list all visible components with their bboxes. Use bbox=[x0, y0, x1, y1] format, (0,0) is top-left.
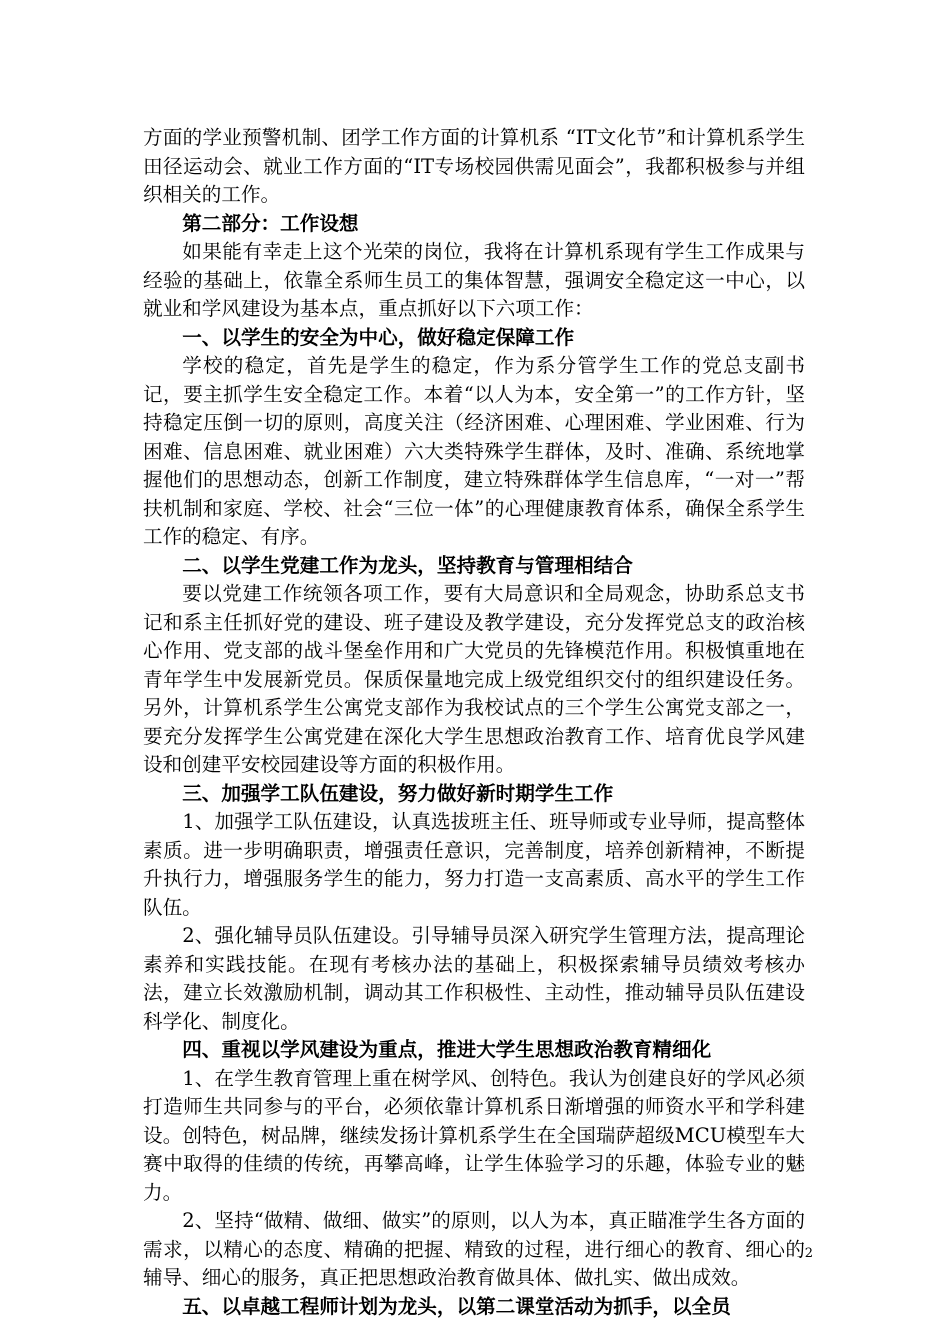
section-heading: 一、以学生的安全为中心，做好稳定保障工作 bbox=[182, 325, 575, 349]
section-heading: 四、重视以学风建设为重点，推进大学生思想政治教育精细化 bbox=[182, 1038, 712, 1061]
body-paragraph: 2、坚持“做精、做细、做实”的原则，以人为本，真正瞄准学生各方面的需求，以精心的态度、精确的把握、精致的过程，进行细心的教育、细心的辅导、细心的服务，真正把思想政治教育做具体、做扎实、做出成效。 bbox=[143, 1209, 805, 1289]
body-paragraph: 1、在学生教育管理上重在树学风、创特色。我认为创建良好的学风必须打造师生共同参与的平台，必须依靠计算机系日渐增强的师资水平和学科建设。创特色，树品牌，继续发扬计算机系学生在全国瑞萨超级MCU模型车大赛中取得的佳绩的传统，再攀高峰，让学生体验学习的乐趣，体验专业的魅力。 bbox=[143, 1066, 805, 1204]
section-heading: 三、加强学工队伍建设，努力做好新时期学生工作 bbox=[182, 781, 614, 805]
body-paragraph: 1、加强学工队伍建设，认真选拔班主任、班导师或专业导师，提高整体素质。进一步明确职责，增强责任意识，完善制度，培养创新精神，不断提升执行力，增强服务学生的能力，努力打造一支高素质、高水平的学生工作队伍。 bbox=[143, 810, 805, 919]
section-heading: 第二部分：工作设想 bbox=[182, 211, 359, 235]
body-paragraph: 方面的学业预警机制、团学工作方面的计算机系 “IT文化节”和计算机系学生田径运动会、就业工作方面的“IT专场校园供需见面会”，我都积极参与并组织相关的工作。 bbox=[143, 126, 805, 206]
document-body bbox=[143, 124, 805, 1321]
section-heading: 二、以学生党建工作为龙头，坚持教育与管理相结合 bbox=[182, 553, 633, 577]
body-paragraph: 2、强化辅导员队伍建设。引导辅导员深入研究学生管理方法，提高理论素养和实践技能。在现有考核办法的基础上，积极探索辅导员绩效考核办法，建立长效激励机制，调动其工作积极性、主动性，推动辅导员队伍建设科学化、制度化。 bbox=[143, 924, 805, 1033]
page-number: 2 bbox=[804, 1246, 813, 1261]
body-paragraph: 要以党建工作统领各项工作，要有大局意识和全局观念，协助系总支书记和系主任抓好党的建设、班子建设及教学建设，充分发挥党总支的政治核心作用、党支部的战斗堡垒作用和广大党员的先锋模范作用。积极慎重地在青年学生中发展新党员。保质保量地完成上级党组织交付的组织建设任务。另外，计算机系学生公寓党支部作为我校试点的三个学生公寓党支部之一，要充分发挥学生公寓党建在深化大学生思想政治教育工作、培育优良学风建设和创建平安校园建设等方面的积极作用。 bbox=[143, 582, 805, 776]
body-paragraph: 如果能有幸走上这个光荣的岗位，我将在计算机系现有学生工作成果与经验的基础上，依靠全系师生员工的集体智慧，强调安全稳定这一中心，以就业和学风建设为基本点，重点抓好以下六项工作： bbox=[143, 240, 805, 320]
body-paragraph: 学校的稳定，首先是学生的稳定，作为系分管学生工作的党总支副书记，要主抓学生安全稳定工作。本着“以人为本，安全第一”的工作方针，坚持稳定压倒一切的原则，高度关注（经济困难、心理困难、学业困难、行为困难、信息困难、就业困难）六大类特殊学生群体，及时、准确、系统地掌握他们的思想动态，创新工作制度，建立特殊群体学生信息库，“一对一”帮扶机制和家庭、学校、社会“三位一体”的心理健康教育体系，确保全系学生工作的稳定、有序。 bbox=[143, 354, 805, 548]
section-heading: 五、以卓越工程师计划为龙头，以第二课堂活动为抓手，以全员 bbox=[182, 1294, 731, 1318]
